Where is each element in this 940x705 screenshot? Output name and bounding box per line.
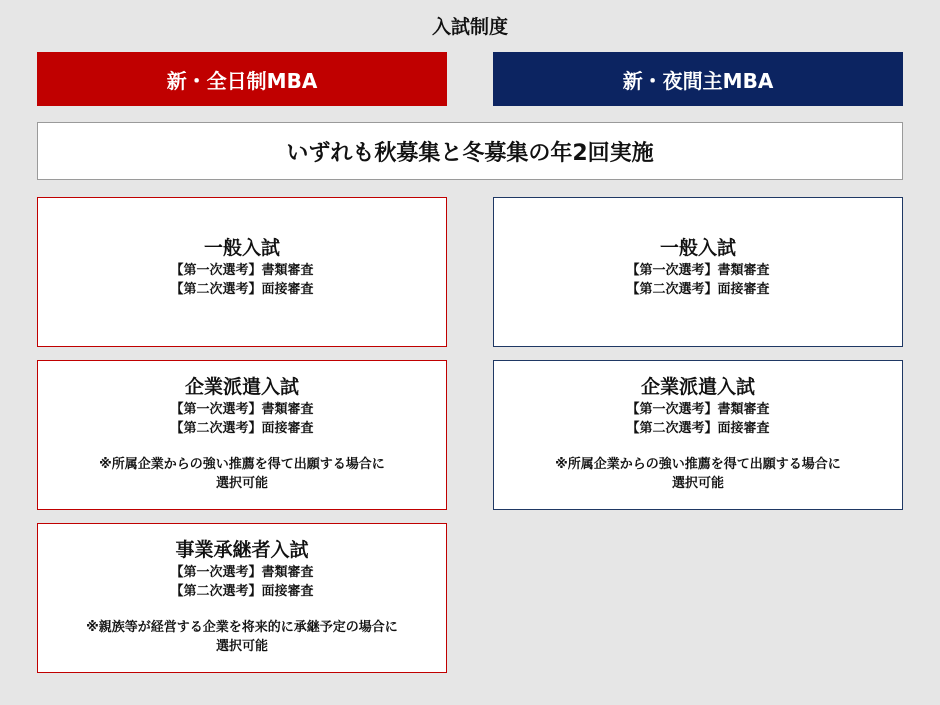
exam-note-line-1: ※所属企業からの強い推薦を得て出願する場合に xyxy=(555,457,841,472)
exam-stage-2: 【第二次選考】面接審査 xyxy=(626,421,770,436)
exam-note xyxy=(38,455,446,493)
exam-stage-1: 【第一次選考】書類審査 xyxy=(170,263,314,278)
exam-note-line-1: ※親族等が経営する企業を将来的に承継予定の場合に xyxy=(86,620,398,635)
exam-note-line-1: ※所属企業からの強い推薦を得て出願する場合に xyxy=(99,457,385,472)
exam-title: 企業派遣入試 xyxy=(640,376,755,398)
schedule-banner: いずれも秋募集と冬募集の年2回実施 xyxy=(37,122,903,180)
exam-stage-1: 【第一次選考】書類審査 xyxy=(626,263,770,278)
fulltime-general-exam-box xyxy=(37,197,447,347)
fulltime-mba-header: 新・全日制MBA xyxy=(37,52,447,106)
exam-note xyxy=(494,455,902,493)
exam-stage-2: 【第二次選考】面接審査 xyxy=(170,584,314,599)
exam-stage-1: 【第一次選考】書類審査 xyxy=(170,565,314,580)
exam-note-line-2: 選択可能 xyxy=(215,476,268,491)
exam-title: 一般入試 xyxy=(659,237,736,259)
exam-title: 事業承継者入試 xyxy=(175,539,309,561)
exam-note-line-2: 選択可能 xyxy=(671,476,724,491)
exam-title: 企業派遣入試 xyxy=(184,376,299,398)
exam-stage-1: 【第一次選考】書類審査 xyxy=(626,402,770,417)
evening-general-exam-box xyxy=(493,197,903,347)
exam-stage-2: 【第二次選考】面接審査 xyxy=(170,421,314,436)
exam-note xyxy=(38,618,446,656)
evening-corporate-exam-box xyxy=(493,360,903,510)
evening-mba-header: 新・夜間主MBA xyxy=(493,52,903,106)
exam-note-line-2: 選択可能 xyxy=(215,639,268,654)
page-title: 入試制度 xyxy=(431,16,508,38)
fulltime-succession-exam-box xyxy=(37,523,447,673)
exam-stage-2: 【第二次選考】面接審査 xyxy=(626,282,770,297)
exam-title: 一般入試 xyxy=(203,237,280,259)
fulltime-corporate-exam-box xyxy=(37,360,447,510)
exam-stage-2: 【第二次選考】面接審査 xyxy=(170,282,314,297)
exam-stage-1: 【第一次選考】書類審査 xyxy=(170,402,314,417)
